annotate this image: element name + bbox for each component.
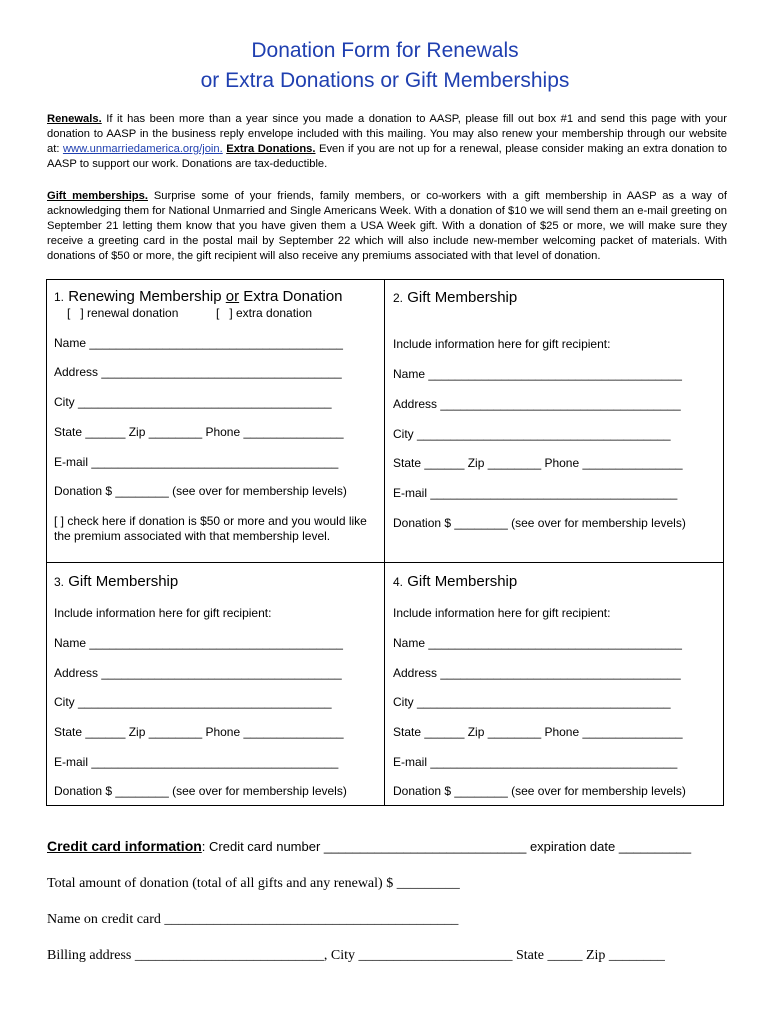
name-on-card-field[interactable]: Name on credit card __________________________________________ [47, 912, 459, 927]
box3-address-field[interactable]: Address ____________________________________ [54, 666, 342, 680]
form-title-line2: or Extra Donations or Gift Memberships [200, 69, 570, 92]
credit-card-lead: Credit card information [47, 838, 202, 854]
box2-city-field[interactable]: City ______________________________________ [393, 427, 671, 441]
extra-donations-text: Even if you are not up for a renewal, please consider making an extra donation to AASP to support our work. Donations are tax-deductible. [47, 143, 728, 170]
gifts-paragraph [47, 189, 727, 264]
join-link[interactable]: www.unmarriedamerica.org/join. [62, 143, 223, 155]
gifts-lead: Gift memberships. [47, 190, 148, 202]
box2-title: 2. Gift Membership [393, 289, 518, 306]
box1-city-field[interactable]: City ______________________________________ [54, 395, 332, 409]
box3-name-field[interactable]: Name ______________________________________ [54, 636, 343, 650]
renewals-paragraph [47, 112, 727, 172]
box3-state-zip-phone-field[interactable]: State ______ Zip ________ Phone _______________ [54, 725, 344, 739]
renewals-text: If it has been more than a year since you made a donation to AASP, please fill out box #1 and send this page with your donation to AASP in the business reply envelope included with this mailing. You may also renew your membership through our website at: [47, 113, 727, 155]
box4-city-field[interactable]: City ______________________________________ [393, 695, 671, 709]
gifts-text: Surprise some of your friends, family members, or co-workers with a gift membership in AASP as a way of acknowledging them for National Unmarried and Single Americans Week. With a donation of $10 we will send them an e-mail greeting on September 21 letting them know that you have given them a USA Week gift. With a donation of $25 or more, we will make sure they receive a greeting card in the postal mail by September 22 which will also include new-member welcoming packet of materials. With donations of $50 or more, the gift recipient will also receive any premiums associated with that level of donation. [47, 190, 727, 262]
box4-address-field[interactable]: Address ____________________________________ [393, 666, 681, 680]
box2-address-field[interactable]: Address ____________________________________ [393, 397, 681, 411]
box2-donation-field[interactable]: Donation $ ________ (see over for membership levels) [393, 516, 686, 530]
box1-donation-field[interactable]: Donation $ ________ (see over for membership levels) [54, 484, 347, 498]
vertical-divider [384, 279, 385, 806]
box3-donation-field[interactable]: Donation $ ________ (see over for membership levels) [54, 784, 347, 798]
box1-email-field[interactable]: E-mail _____________________________________ [54, 455, 339, 469]
box3-title: 3. Gift Membership [54, 573, 179, 590]
box4-donation-field[interactable]: Donation $ ________ (see over for membership levels) [393, 784, 686, 798]
box4-name-field[interactable]: Name ______________________________________ [393, 636, 682, 650]
box4-email-field[interactable]: E-mail _____________________________________ [393, 755, 678, 769]
box2-name-field[interactable]: Name ______________________________________ [393, 367, 682, 381]
billing-address-field[interactable]: Billing address ___________________________, City ______________________ State _____ Zip ________ [47, 948, 665, 963]
box4-title: 4. Gift Membership [393, 573, 518, 590]
horizontal-divider [46, 562, 724, 563]
total-donation-field[interactable]: Total amount of donation (total of all gifts and any renewal) $ _________ [47, 876, 460, 891]
credit-card-number-field[interactable]: Credit card information: Credit card number ____________________________ expiration date __________ [47, 838, 692, 854]
box1-address-field[interactable]: Address ____________________________________ [54, 365, 342, 379]
extra-donations-lead: Extra Donations. [226, 143, 316, 155]
form-title-line1: Donation Form for Renewals [251, 39, 519, 62]
box1-title: 1. Renewing Membership or Extra Donation [54, 288, 343, 305]
premium-checkbox[interactable]: [ ] check here if donation is $50 or more and you would like the premium associated with that membership level. [54, 514, 367, 543]
extra-donation-checkbox[interactable]: [ ] extra donation [216, 306, 313, 320]
box3-include-label: Include information here for gift recipient: [54, 606, 272, 620]
box4-include-label: Include information here for gift recipient: [393, 606, 611, 620]
box2-email-field[interactable]: E-mail _____________________________________ [393, 486, 678, 500]
box1-name-field[interactable]: Name ______________________________________ [54, 336, 343, 350]
renewals-lead: Renewals. [47, 113, 102, 125]
renewal-donation-checkbox[interactable]: [ ] renewal donation [67, 306, 179, 320]
box2-include-label: Include information here for gift recipient: [393, 337, 611, 351]
box1-state-zip-phone-field[interactable]: State ______ Zip ________ Phone _______________ [54, 425, 344, 439]
box3-city-field[interactable]: City ______________________________________ [54, 695, 332, 709]
box3-email-field[interactable]: E-mail _____________________________________ [54, 755, 339, 769]
box4-state-zip-phone-field[interactable]: State ______ Zip ________ Phone _______________ [393, 725, 683, 739]
box2-state-zip-phone-field[interactable]: State ______ Zip ________ Phone _______________ [393, 456, 683, 470]
